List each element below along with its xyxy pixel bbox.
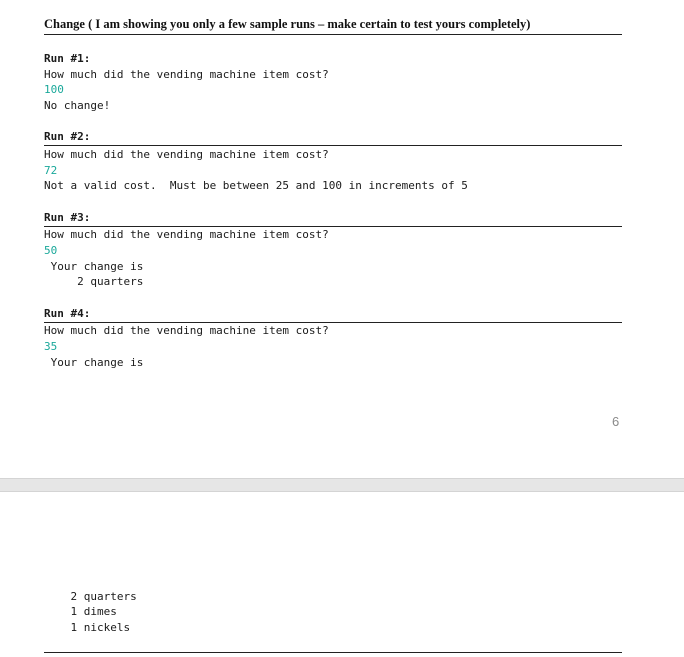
run-2-output-line: Not a valid cost. Must be between 25 and 100 in increments of 5 [44,179,468,192]
section-heading: Change ( I am showing you only a few sample runs – make certain to test yours completely) [44,17,622,35]
run-4-prompt: How much did the vending machine item cost? [44,324,329,337]
continued-output-line: 2 quarters [44,590,137,603]
run-2-label: Run #2: [44,130,91,143]
run-1-input: 100 [44,83,64,96]
run-4-label: Run #4: [44,307,91,320]
run-4-input: 35 [44,340,58,353]
run-2-input: 72 [44,164,58,177]
run-2-divider [44,145,622,146]
page-number: 6 [612,414,620,429]
continued-output-line: 1 dimes [44,605,117,618]
run-3-output-line: Your change is [44,260,144,273]
run-1-prompt: How much did the vending machine item cost? [44,68,329,81]
run-3-divider [44,226,622,227]
run-4-divider [44,322,622,323]
run-4-output-line: Your change is [44,356,144,369]
run-3-prompt: How much did the vending machine item cost? [44,228,329,241]
run-2-prompt: How much did the vending machine item cost? [44,148,329,161]
run-3-input: 50 [44,244,58,257]
continued-output-line: 1 nickels [44,621,131,634]
run-3-output-line: 2 quarters [44,275,144,288]
run-3-label: Run #3: [44,211,91,224]
run-1-output-line: No change! [44,99,111,112]
next-section-divider [44,652,622,653]
run-1-label: Run #1: [44,52,91,65]
page-break-gap [0,478,684,492]
